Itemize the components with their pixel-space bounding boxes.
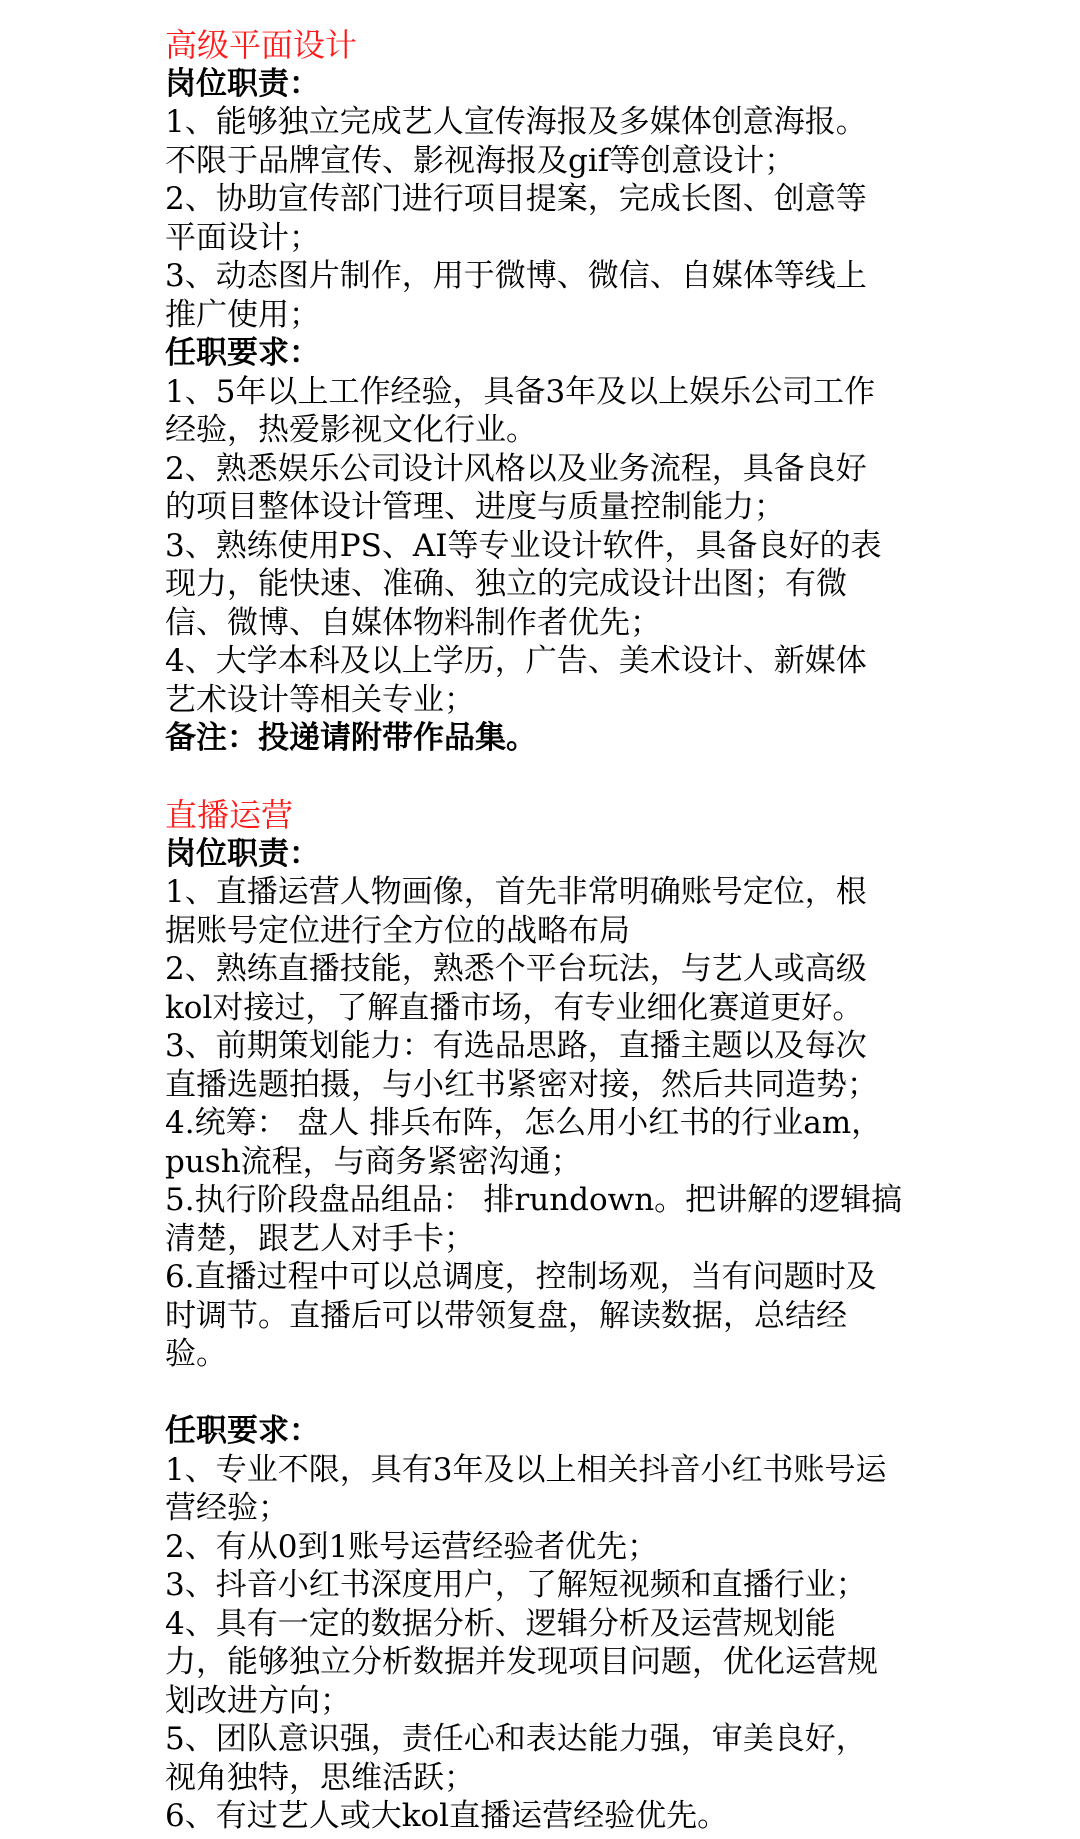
section-spacer bbox=[165, 758, 945, 797]
requirement-line: 5、团队意识强，责任心和表达能力强，审美良好， bbox=[165, 1721, 867, 1757]
requirement-line: 4、具有一定的数据分析、逻辑分析及运营规划能 bbox=[165, 1605, 836, 1642]
job-posting-document bbox=[165, 26, 945, 1836]
requirements-heading: 任职要求： bbox=[165, 1413, 320, 1449]
requirement-line: 艺术设计等相关专业； bbox=[165, 681, 475, 718]
requirement-line: 的项目整体设计管理、进度与质量控制能力； bbox=[165, 489, 785, 525]
requirement-line: 2、有从0到1账号运营经验者优先； bbox=[165, 1528, 659, 1565]
duty-line: 推广使用； bbox=[165, 296, 320, 333]
section-live-stream-operations bbox=[165, 796, 945, 1836]
duty-line: 3、前期策划能力：有选品思路，直播主题以及每次 bbox=[165, 1028, 867, 1064]
portfolio-note: 备注：投递请附带作品集。 bbox=[165, 720, 537, 756]
section-graphic-design bbox=[165, 26, 945, 758]
requirement-line: 经验，热爱影视文化行业。 bbox=[165, 412, 537, 448]
requirement-line: 现力，能快速、准确、独立的完成设计出图；有微 bbox=[165, 566, 847, 602]
requirement-line: 力，能够独立分析数据并发现项目问题，优化运营规 bbox=[165, 1644, 878, 1680]
section-spacer bbox=[165, 1374, 945, 1413]
duties-list bbox=[165, 873, 945, 1374]
requirements-heading: 任职要求： bbox=[165, 335, 320, 371]
duty-line: 6.直播过程中可以总调度，控制场观，当有问题时及 bbox=[165, 1259, 877, 1295]
duty-line: 清楚，跟艺人对手卡； bbox=[165, 1220, 475, 1257]
duty-line: push流程，与商务紧密沟通； bbox=[165, 1143, 582, 1180]
duty-line: 2、熟练直播技能，熟悉个平台玩法，与艺人或高级 bbox=[165, 951, 867, 987]
duty-line: 据账号定位进行全方位的战略布局 bbox=[165, 912, 630, 949]
requirement-line: 6、有过艺人或大kol直播运营经验优先。 bbox=[165, 1798, 729, 1834]
duty-line: 1、直播运营人物画像，首先非常明确账号定位，根 bbox=[165, 874, 867, 910]
duty-line: 2、协助宣传部门进行项目提案，完成长图、创意等 bbox=[165, 181, 867, 217]
duty-line: kol对接过，了解直播市场，有专业细化赛道更好。 bbox=[165, 989, 864, 1026]
duty-line: 4.统筹： 盘人 排兵布阵，怎么用小红书的行业am， bbox=[165, 1105, 883, 1141]
requirement-line: 视角独特，思维活跃； bbox=[165, 1759, 475, 1796]
duties-heading: 岗位职责： bbox=[165, 835, 320, 872]
duty-line: 时调节。直播后可以带领复盘，解读数据，总结经 bbox=[165, 1297, 847, 1334]
section-title: 直播运营 bbox=[165, 796, 294, 834]
requirement-line: 2、熟悉娱乐公司设计风格以及业务流程，具备良好 bbox=[165, 450, 867, 487]
requirement-line: 信、微博、自媒体物料制作者优先； bbox=[165, 604, 661, 641]
section-title: 高级平面设计 bbox=[165, 26, 358, 64]
requirement-line: 4、大学本科及以上学历，广告、美术设计、新媒体 bbox=[165, 643, 867, 679]
duties-list bbox=[165, 103, 945, 334]
duty-line: 不限于品牌宣传、影视海报及gif等创意设计； bbox=[165, 142, 796, 179]
duty-line: 5.执行阶段盘品组品： 排rundown。把讲解的逻辑搞 bbox=[165, 1182, 903, 1218]
requirement-line: 营经验； bbox=[165, 1490, 289, 1526]
duty-line: 1、能够独立完成艺人宣传海报及多媒体创意海报。 bbox=[165, 104, 867, 140]
requirement-line: 划改进方向； bbox=[165, 1682, 351, 1719]
duty-line: 验。 bbox=[165, 1336, 227, 1372]
requirement-line: 1、专业不限，具有3年及以上相关抖音小红书账号运 bbox=[165, 1451, 887, 1488]
duty-line: 直播选题拍摄，与小红书紧密对接，然后共同造势； bbox=[165, 1066, 878, 1103]
requirement-line: 3、抖音小红书深度用户，了解短视频和直播行业； bbox=[165, 1567, 867, 1603]
duty-line: 平面设计； bbox=[165, 219, 320, 256]
duty-line: 3、动态图片制作，用于微博、微信、自媒体等线上 bbox=[165, 258, 867, 294]
requirements-list bbox=[165, 1451, 945, 1836]
requirements-list bbox=[165, 373, 945, 720]
requirement-line: 3、熟练使用PS、AI等专业设计软件，具备良好的表 bbox=[165, 527, 882, 564]
duties-heading: 岗位职责： bbox=[165, 65, 320, 102]
requirement-line: 1、5年以上工作经验，具备3年及以上娱乐公司工作 bbox=[165, 373, 876, 410]
